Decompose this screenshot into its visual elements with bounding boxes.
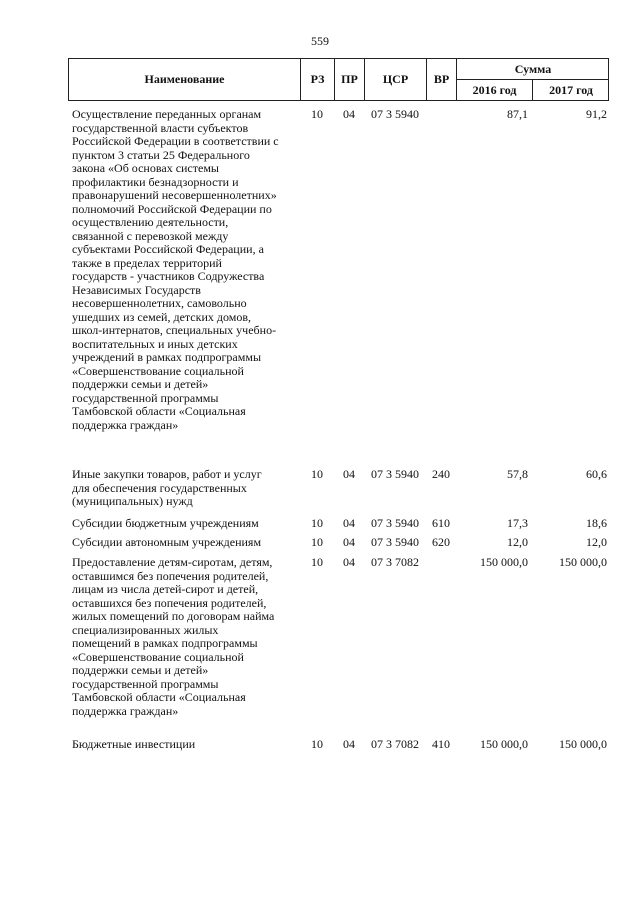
row-sum-2016: 57,8 xyxy=(507,467,528,481)
row-sum-2017: 18,6 xyxy=(586,516,607,530)
header-csr: ЦСР xyxy=(365,59,427,100)
row-rz: 10 xyxy=(311,467,323,481)
header-year-2016: 2016 год xyxy=(457,80,533,100)
row-rz: 10 xyxy=(311,535,323,549)
row-sum-2016: 150 000,0 xyxy=(480,555,528,569)
row-pr: 04 xyxy=(343,555,355,569)
row-name: Бюджетные инвестиции xyxy=(72,737,196,751)
row-vr: 410 xyxy=(432,737,450,751)
row-rz: 10 xyxy=(311,737,323,751)
row-sum-2016: 87,1 xyxy=(507,107,528,121)
row-pr: 04 xyxy=(343,467,355,481)
row-csr: 07 3 7082 xyxy=(371,555,419,569)
row-name: Иные закупки товаров, работ и услуг для обеспечения государственных (муниципальных) нужд xyxy=(72,467,262,508)
row-rz: 10 xyxy=(311,107,323,121)
row-sum-2017: 12,0 xyxy=(586,535,607,549)
row-sum-2017: 150 000,0 xyxy=(559,737,607,751)
row-rz: 10 xyxy=(311,555,323,569)
row-pr: 04 xyxy=(343,535,355,549)
row-vr: 610 xyxy=(432,516,450,530)
row-name: Осуществление переданных органам государственной власти субъектов Российской Федерации в соответствии с пунктом 3 статьи 25 Федерального закона «Об основах системы профилактики безнадзорности и правонарушений несовершеннолетних» полномочий Российской Федерации по осуществлению деятельности, связанной с перевозкой между субъектами Российской Федерации, а также в пределах территорий государств - участников Содружества Независимых Государств несовершеннолетних, самовольно ушедших из семей, детских домов, школ-интернатов, специальных учебно- воспитательных и иных детских учреждений в рамках подпрограммы «Совершенствование социальной поддержки семьи и детей» государственной программы Тамбовской области «Социальная поддержка граждан» xyxy=(72,107,279,432)
row-vr: 620 xyxy=(432,535,450,549)
row-pr: 04 xyxy=(343,516,355,530)
row-csr: 07 3 7082 xyxy=(371,737,419,751)
header-vr: ВР xyxy=(427,59,457,100)
header-rz: РЗ xyxy=(301,59,335,100)
row-csr: 07 3 5940 xyxy=(371,467,419,481)
table-header xyxy=(68,58,609,101)
row-name: Субсидии автономным учреждениям xyxy=(72,535,262,549)
row-sum-2017: 150 000,0 xyxy=(559,555,607,569)
row-sum-2017: 91,2 xyxy=(586,107,607,121)
row-csr: 07 3 5940 xyxy=(371,107,419,121)
header-name: Наименование xyxy=(69,59,301,100)
row-pr: 04 xyxy=(343,107,355,121)
row-csr: 07 3 5940 xyxy=(371,535,419,549)
row-sum-2016: 17,3 xyxy=(507,516,528,530)
row-pr: 04 xyxy=(343,737,355,751)
row-name: Субсидии бюджетным учреждениям xyxy=(72,516,259,530)
row-sum-2016: 12,0 xyxy=(507,535,528,549)
header-sum: Сумма xyxy=(457,59,609,80)
page-number: 559 xyxy=(311,34,329,48)
header-pr: ПР xyxy=(335,59,365,100)
row-name: Предоставление детям-сиротам, детям, оставшимся без попечения родителей, лицам из числа детей-сирот и детей, оставшихся без попечения родителей, жилых помещений по договорам найма специализированных жилых помещений в рамках подпрограммы «Совершенствование социальной поддержки семьи и детей» государственной программы Тамбовской области «Социальная поддержка граждан» xyxy=(72,555,275,718)
row-rz: 10 xyxy=(311,516,323,530)
row-sum-2016: 150 000,0 xyxy=(480,737,528,751)
row-vr: 240 xyxy=(432,467,450,481)
row-csr: 07 3 5940 xyxy=(371,516,419,530)
row-sum-2017: 60,6 xyxy=(586,467,607,481)
header-year-2017: 2017 год xyxy=(549,82,593,97)
